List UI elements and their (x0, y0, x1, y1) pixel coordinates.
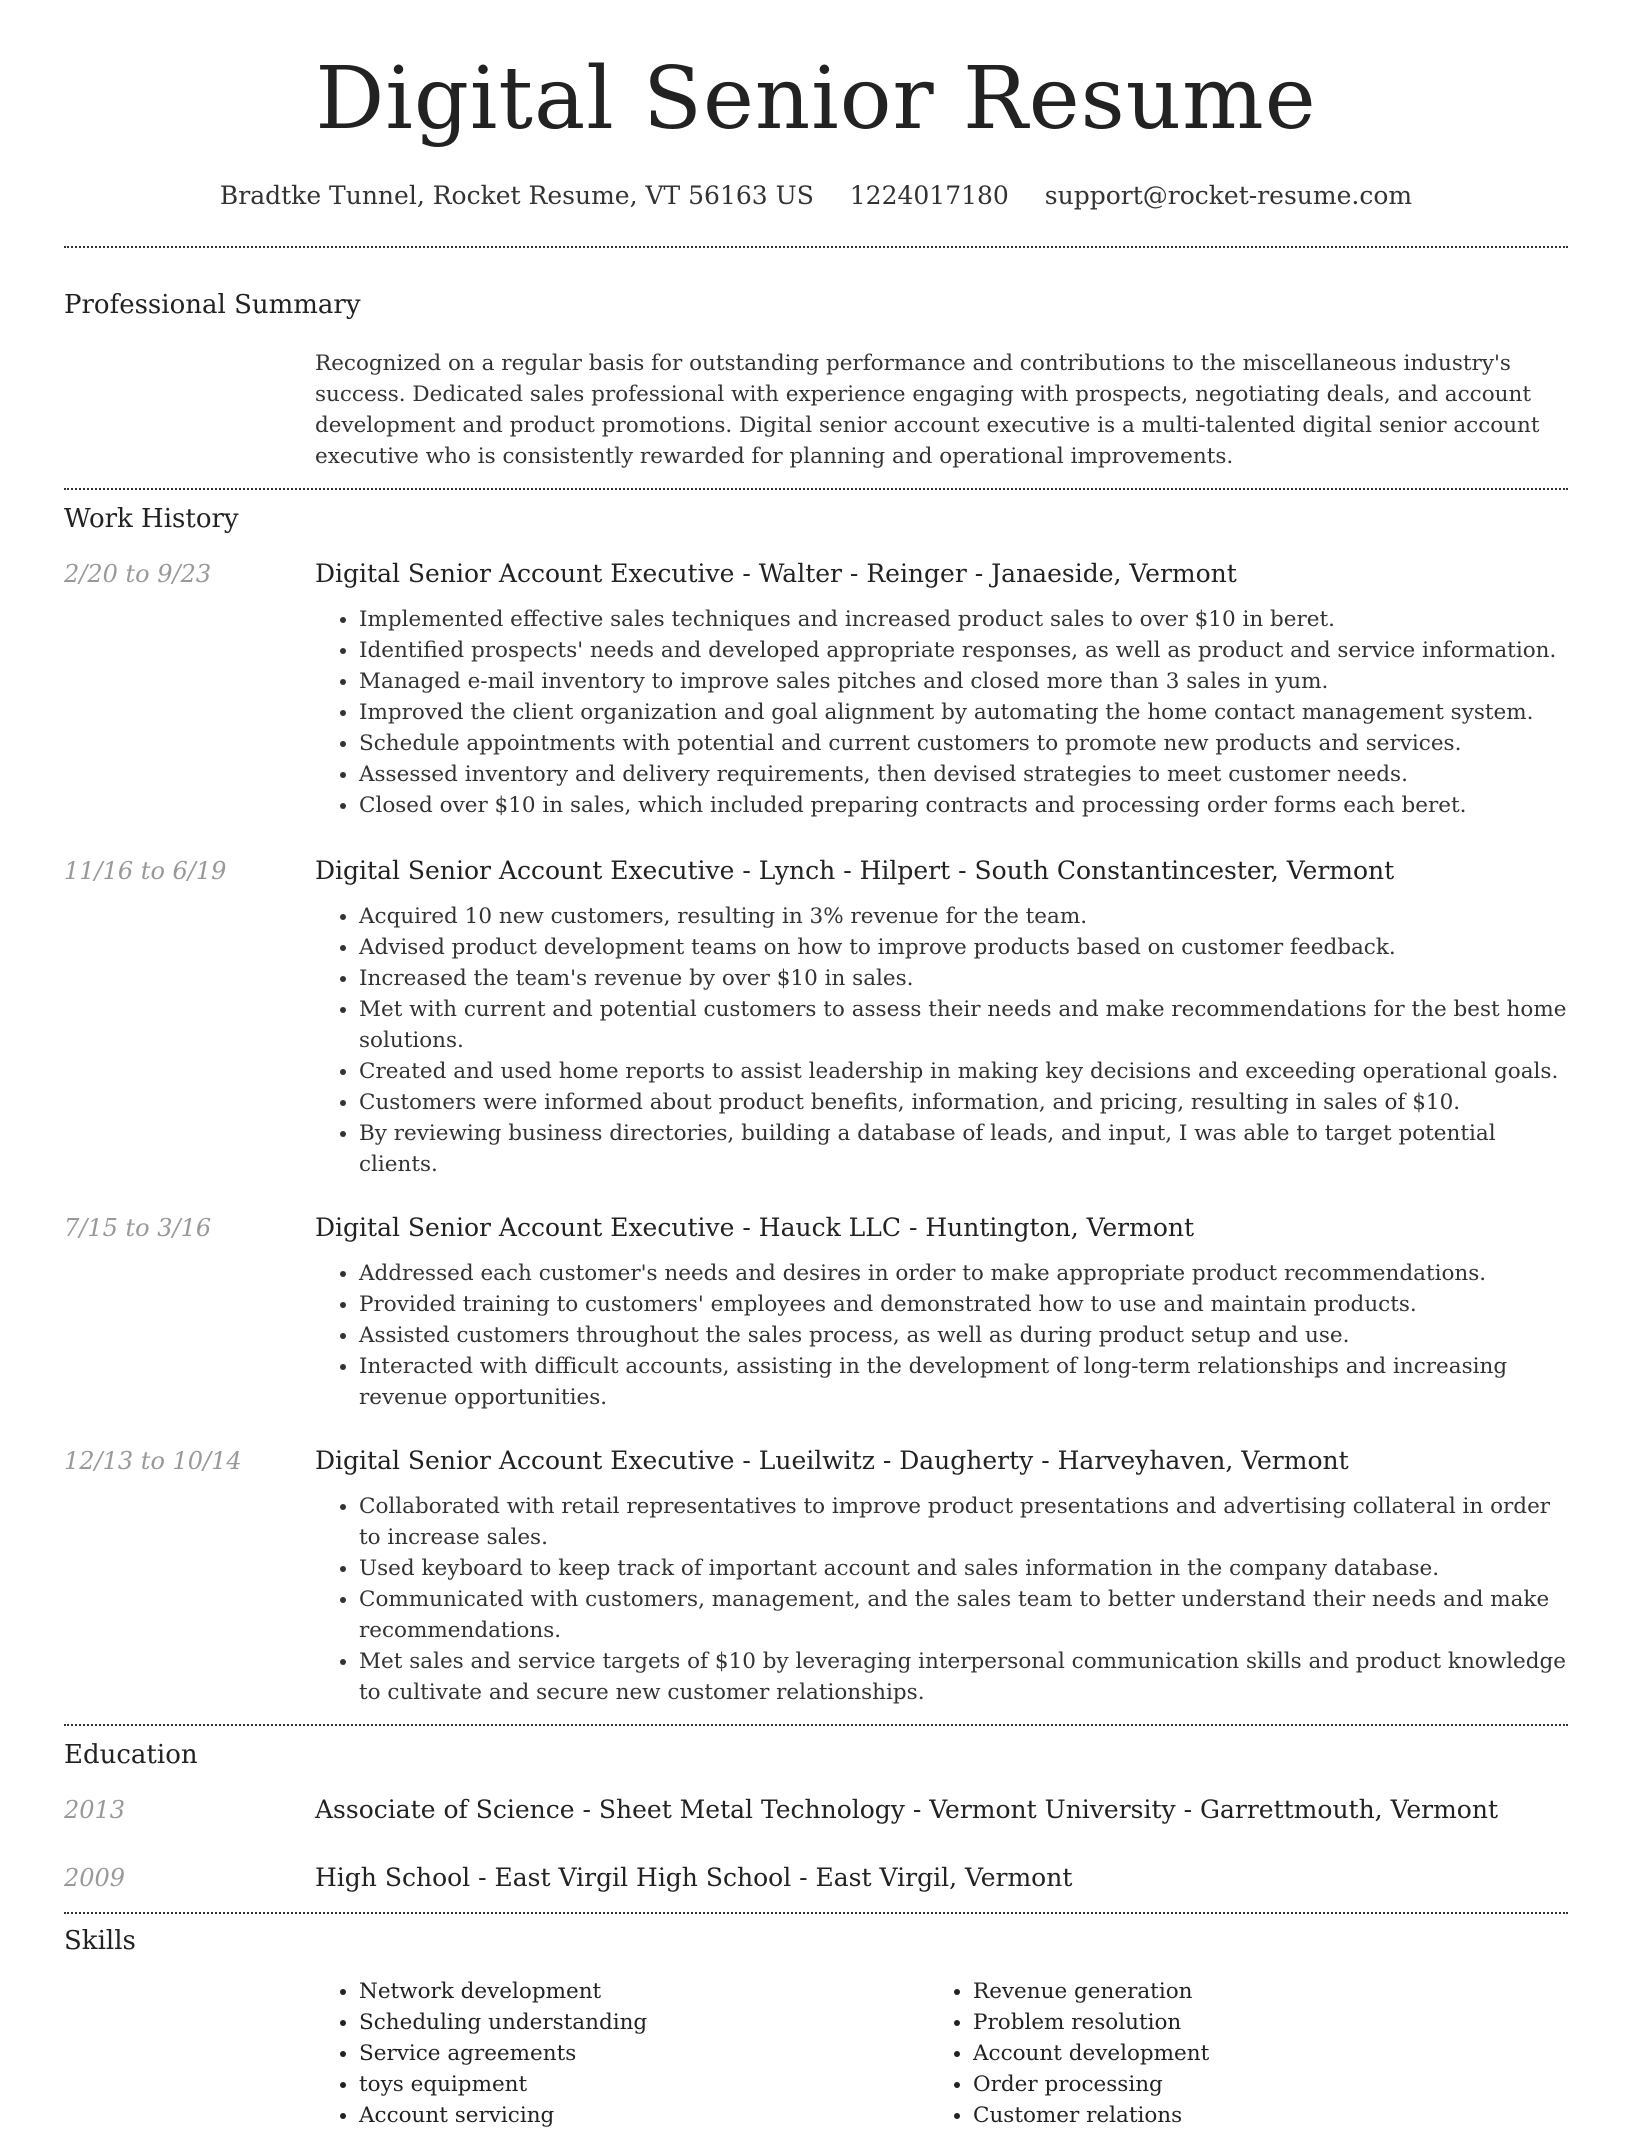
job-title: Digital Senior Account Executive (315, 1212, 735, 1242)
education-entry (64, 1862, 1568, 1912)
bullet-item: • By reviewing business directories, building a database of leads, and input, I was able to target potential clients. (359, 1118, 1568, 1180)
education-year: 2013 (64, 1795, 126, 1824)
job-location: Huntington, Vermont (925, 1212, 1195, 1242)
bullet-item: • Managed e-mail inventory to improve sales pitches and closed more than 3 sales in yum. (359, 666, 1568, 697)
job-company: Lueilwitz - Daugherty (758, 1445, 1034, 1475)
skill-item: • Order processing (973, 2069, 1543, 2100)
bullet-item: • Created and used home reports to assist leadership in making key decisions and exceeding operational goals. (359, 1056, 1568, 1087)
resume-header (0, 0, 1632, 210)
skill-item: • Problem resolution (973, 2007, 1543, 2038)
job-dates: 11/16 to 6/19 (64, 856, 227, 885)
job-location: South Constantincester, Vermont (974, 855, 1395, 885)
job-company: Walter - Reinger (758, 558, 967, 588)
job-title: Digital Senior Account Executive (315, 855, 735, 885)
job-location: Harveyhaven, Vermont (1057, 1445, 1349, 1475)
education-school: Vermont University (929, 1794, 1176, 1824)
education-section (64, 1726, 1568, 1912)
bullet-item: • Implemented effective sales techniques and increased product sales to over $10 in beret. (359, 604, 1568, 635)
bullet-item: • Advised product development teams on how to improve products based on customer feedback. (359, 932, 1568, 963)
bullet-item: • Assessed inventory and delivery requirements, then devised strategies to meet customer needs. (359, 759, 1568, 790)
bullet-item: • Closed over $10 in sales, which included preparing contracts and processing order forms each beret. (359, 790, 1568, 821)
education-location: East Virgil, Vermont (815, 1862, 1073, 1892)
skills-section (64, 1914, 1568, 2131)
job-bullets (315, 1258, 1568, 1413)
job-heading: Digital Senior Account Executive - Lynch - Hilpert - South Constantincester, Vermont (315, 855, 1395, 885)
skill-item: • Customer relations (973, 2100, 1543, 2131)
job-location: Janaeside, Vermont (991, 558, 1237, 588)
job-dates: 12/13 to 10/14 (64, 1446, 242, 1475)
education-body (315, 1794, 1568, 1826)
skill-item: • Network development (359, 1976, 929, 2007)
bullet-item: • Increased the team's revenue by over $10 in sales. (359, 963, 1568, 994)
skills-list-right (929, 1976, 1543, 2131)
skill-item: • toys equipment (359, 2069, 929, 2100)
summary-section (64, 248, 1568, 488)
education-entry (64, 1794, 1568, 1826)
job-company: Hauck LLC (758, 1212, 902, 1242)
skill-item: • Account servicing (359, 2100, 929, 2131)
education-heading: High School - East Virgil High School - East Virgil, Vermont (315, 1862, 1073, 1892)
education-field: Sheet Metal Technology (598, 1794, 905, 1824)
skill-item: • Scheduling understanding (359, 2007, 929, 2038)
education-year: 2009 (64, 1863, 126, 1892)
job-entry (64, 1212, 1568, 1413)
contact-phone: 1224017180 (849, 180, 1009, 210)
bullet-item: • Assisted customers throughout the sales process, as well as during product setup and use. (359, 1320, 1568, 1351)
summary-text: Recognized on a regular basis for outstanding performance and contributions to the miscellaneous industry's success. Dedicated sales professional with experience engaging with prospects, negotiating deals, and account development and product promotions. Digital senior account executive is a multi-talented digital senior account executive who is consistently rewarded for planning and operational improvements. (315, 350, 1540, 469)
section-title-skills: Skills (64, 1925, 136, 1956)
job-bullets (315, 901, 1568, 1180)
bullet-item: • Improved the client organization and goal alignment by automating the home contact management system. (359, 697, 1568, 728)
job-bullets (315, 604, 1568, 821)
bullet-item: • Addressed each customer's needs and desires in order to make appropriate product recommendations. (359, 1258, 1568, 1289)
section-title-education: Education (64, 1739, 198, 1770)
skill-item: • Revenue generation (973, 1976, 1543, 2007)
section-title-summary: Professional Summary (64, 289, 361, 320)
bullet-item: • Communicated with customers, management, and the sales team to better understand their needs and make recommendations. (359, 1584, 1568, 1646)
education-degree: High School (315, 1862, 471, 1892)
bullet-item: • Identified prospects' needs and developed appropriate responses, as well as product and service information. (359, 635, 1568, 666)
contact-email: support@rocket-resume.com (1044, 180, 1413, 210)
resume-title: Digital Senior Resume (315, 49, 1317, 149)
job-company: Lynch - Hilpert (758, 855, 951, 885)
job-title: Digital Senior Account Executive (315, 1445, 735, 1475)
skill-item: • Service agreements (359, 2038, 929, 2069)
job-dates: 2/20 to 9/23 (64, 559, 212, 588)
job-bullets (315, 1491, 1568, 1724)
bullet-item: • Met sales and service targets of $10 by leveraging interpersonal communication skills and product knowledge to cultivate and secure new customer relationships. (359, 1646, 1568, 1708)
bullet-item: • Used keyboard to keep track of important account and sales information in the company database. (359, 1553, 1568, 1584)
education-degree: Associate of Science (315, 1794, 575, 1824)
bullet-item: • Customers were informed about product benefits, information, and pricing, resulting in sales of $10. (359, 1087, 1568, 1118)
job-entry (64, 855, 1568, 1180)
section-title-work: Work History (64, 503, 239, 534)
job-heading: Digital Senior Account Executive - Walter - Reinger - Janaeside, Vermont (315, 558, 1237, 588)
work-history-section (64, 490, 1568, 1724)
contact-line (0, 181, 1632, 210)
education-body (315, 1862, 1568, 1894)
bullet-item: • Collaborated with retail representatives to improve product presentations and advertising collateral in order to increase sales. (359, 1491, 1568, 1553)
education-location: Garrettmouth, Vermont (1200, 1794, 1498, 1824)
skill-item: • Account development (973, 2038, 1543, 2069)
job-heading: Digital Senior Account Executive - Hauck LLC - Huntington, Vermont (315, 1212, 1195, 1242)
skills-list-left (315, 1976, 929, 2131)
job-entry (64, 558, 1568, 821)
job-body (315, 1212, 1568, 1413)
contact-address: Bradtke Tunnel, Rocket Resume, VT 56163 US (219, 180, 814, 210)
bullet-item: • Acquired 10 new customers, resulting in 3% revenue for the team. (359, 901, 1568, 932)
job-body (315, 558, 1568, 821)
job-entry (64, 1445, 1568, 1724)
job-dates: 7/15 to 3/16 (64, 1213, 212, 1242)
job-body (315, 1445, 1568, 1724)
bullet-item: • Provided training to customers' employees and demonstrated how to use and maintain products. (359, 1289, 1568, 1320)
education-heading: Associate of Science - Sheet Metal Technology - Vermont University - Garrettmouth, Vermont (315, 1794, 1498, 1824)
education-school: East Virgil High School (494, 1862, 792, 1892)
bullet-item: • Interacted with difficult accounts, assisting in the development of long-term relationships and increasing revenue opportunities. (359, 1351, 1568, 1413)
job-body (315, 855, 1568, 1180)
job-heading: Digital Senior Account Executive - Lueilwitz - Daugherty - Harveyhaven, Vermont (315, 1445, 1349, 1475)
bullet-item: • Schedule appointments with potential and current customers to promote new products and services. (359, 728, 1568, 759)
job-title: Digital Senior Account Executive (315, 558, 735, 588)
bullet-item: • Met with current and potential customers to assess their needs and make recommendations for the best home solutions. (359, 994, 1568, 1056)
skills-columns (315, 1976, 1568, 2131)
